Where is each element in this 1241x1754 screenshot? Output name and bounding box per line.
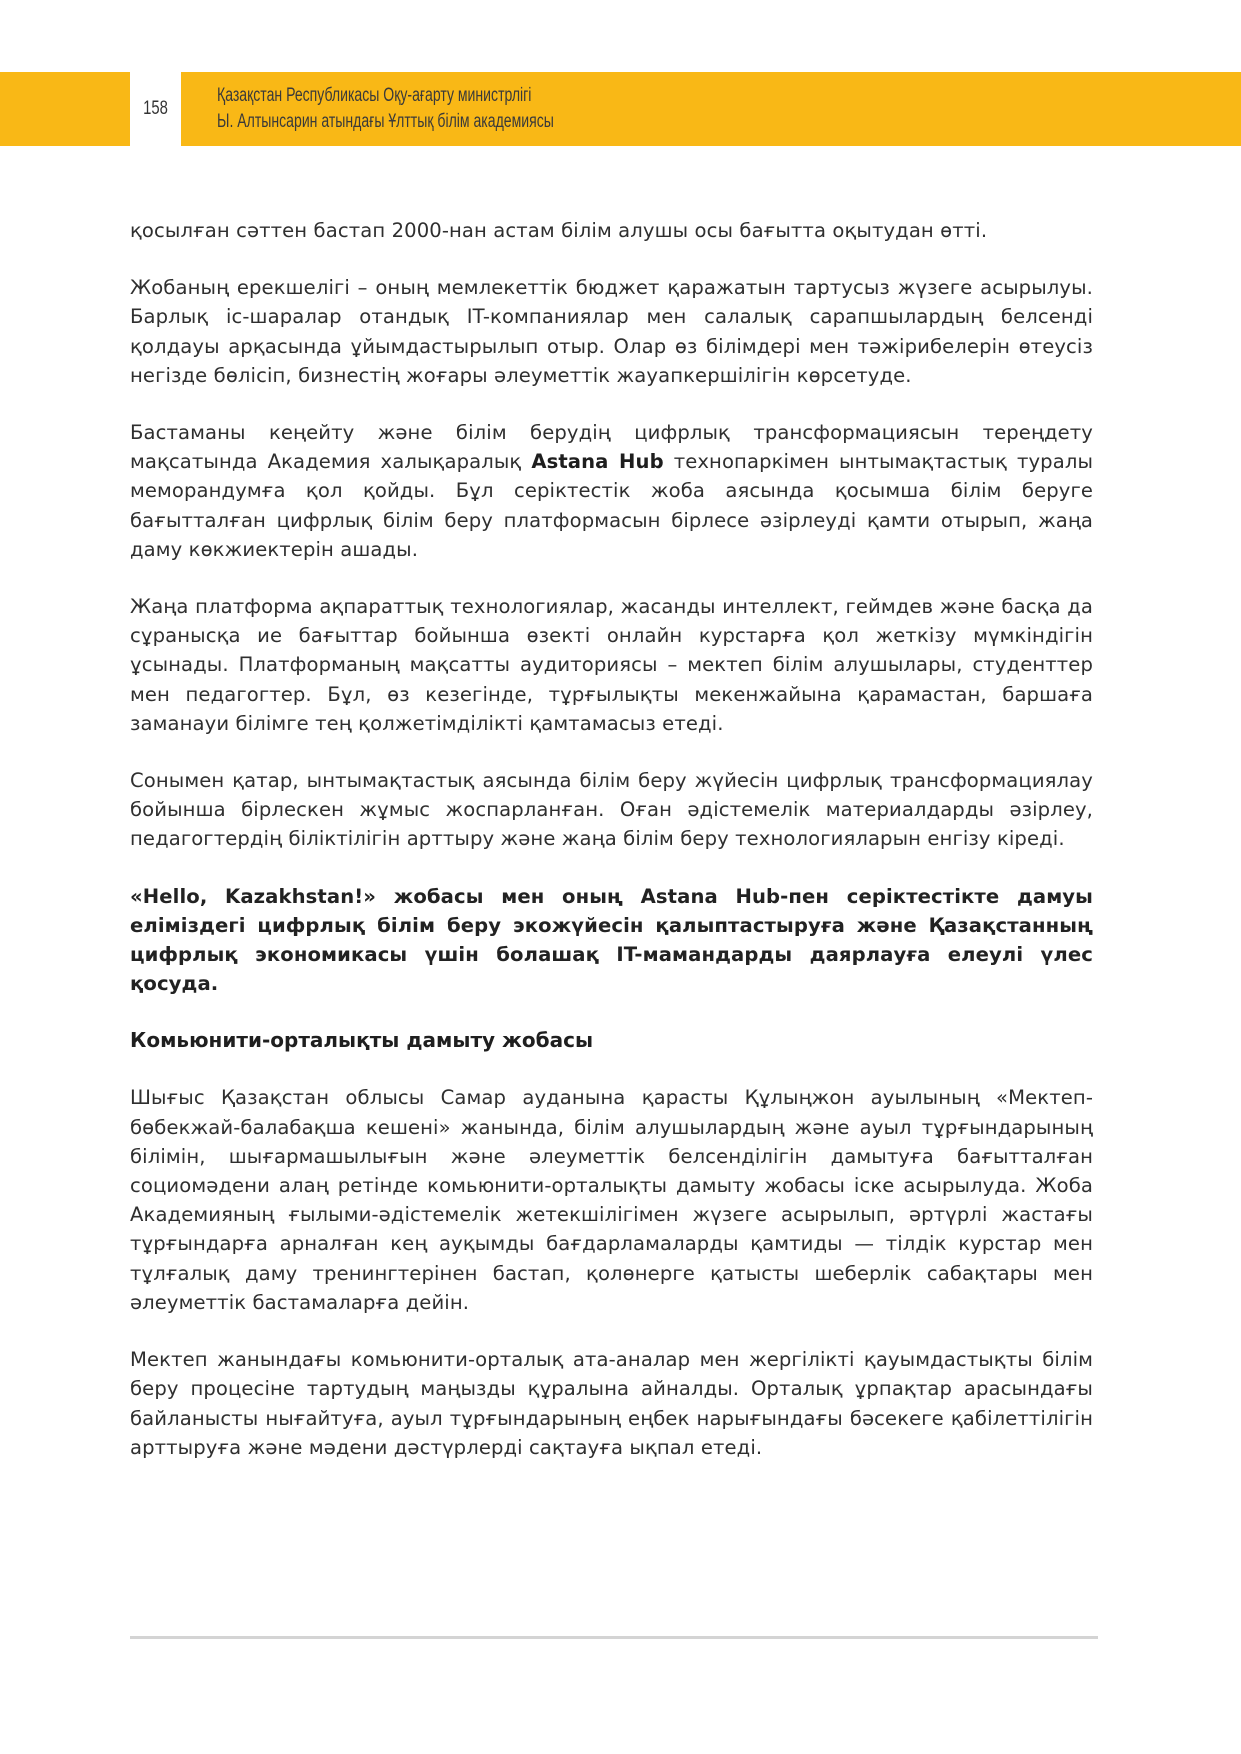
header-band [181,72,1241,146]
paragraph-cooperation: Сонымен қатар, ынтымақтастық аясында білім беру жүйесін цифрлық трансформациялау бойынша бірлескен жұмыс жоспарланған. Оған әдістемелік материалдарды әзірлеу, педагогтердің біліктілігін арттыру және жаңа білім беру технологияларын енгізу кіреді. [130,769,1093,851]
paragraph-community-center: Шығыс Қазақстан облысы Самар ауданына қарасты Құлыңжон ауылының «Мектеп-бөбекжай-балабақша кешені» жанында, білім алушылардың және ауыл тұрғындарының білімін, шығармашылығын және әлеуметтік белсенділігін дамытуға бағытталған социомәдени алаң ретінде комьюнити-орталықты дамыту жобасы іске асырылуда. Жоба Академияның ғылыми-әдістемелік жетекшілігімен жүзеге асырылып, әртүрлі жастағы тұрғындарға арналған кең ауқымды бағдарламаларды қамтиды — тілдік курстар мен тұлғалық даму тренингтерінен бастап, қолөнерге қатысты шеберлік сабақтары мен әлеуметтік бастамаларға дейін. [130,1086,1093,1314]
astana-hub-emphasis: Astana Hub [531,450,664,474]
page-body [130,216,1093,1490]
footer-divider [130,1636,1098,1639]
header-ministry-title: Қазақстан Республикасы Оқу-ағарту министрлігі [217,85,532,106]
paragraph-community-impact: Мектеп жанындағы комьюнити-орталық ата-аналар мен жергілікті қауымдастықты білім беру процесіне тартудың маңызды құралына айналды. Орталық ұрпақтар арасындағы байланысты нығайтуға, ауыл тұрғындарының еңбек нарығындағы бәсекеге қабілеттілігін арттыруға және мәдени дәстүрлерді сақтауға ықпал етеді. [130,1348,1093,1459]
paragraph-platform: Жаңа платформа ақпараттық технологиялар, жасанды интеллект, геймдев және басқа да сұранысқа ие бағыттар бойынша өзекті онлайн курстарға қол жеткізу мүмкіндігін ұсынады. Платформаның мақсатты аудиториясы – мектеп білім алушылары, студенттер мен педагогтер. Бұл, өз кезегінде, тұрғылықты мекенжайына қарамастан, баршаға заманауи білімге тең қолжетімділікті қамтамасыз етеді. [130,595,1093,735]
paragraph-astana-hub [130,418,1093,564]
header-academy-title: Ы. Алтынсарин атындағы Ұлттық білім академиясы [217,111,554,132]
page-number: 158 [143,98,168,119]
header-accent-block [0,72,130,146]
paragraph-continuation: қосылған сәттен бастап 2000-нан астам білім алушы осы бағытта оқытудан өтті. [130,219,988,242]
paragraph-conclusion-bold: «Hello, Kazakhstan!» жобасы мен оның Astana Hub-пен серіктестікте дамуы еліміздегі цифрлық білім беру экожүйесін қалыптастыруға және Қазақстанның цифрлық экономикасы үшін болашақ IT-мамандарды даярлауға елеулі үлес қосуда. [130,884,1093,996]
paragraph-project-feature: Жобаның ерекшелігі – оның мемлекеттік бюджет қаражатын тартусыз жүзеге асырылуы. Барлық іс-шаралар отандық IT-компаниялар мен салалық сарапшылардың белсенді қолдауы арқасында ұйымдастырылып отыр. Олар өз білімдері мен тәжірибелерін өтеусіз негізде бөлісіп, бизнестің жоғары әлеуметтік жауапкершілігін көрсетуде. [130,276,1093,387]
text-span: Бастаманы кеңейту және білім берудің цифрлық трансформациясын тереңдету мақсатында Академия халықаралық [130,421,1093,474]
section-heading: Комьюнити-орталықты дамыту жобасы [130,1028,594,1053]
text-span: технопаркімен ынтымақтастық туралы меморандумға қол қойды. Бұл серіктестік жоба аясында қосымша білім беруге бағытталған цифрлық білім беру платформасын бірлесе әзірлеуді қамти отырып, жаңа даму көкжиектерін ашады. [130,450,1094,561]
